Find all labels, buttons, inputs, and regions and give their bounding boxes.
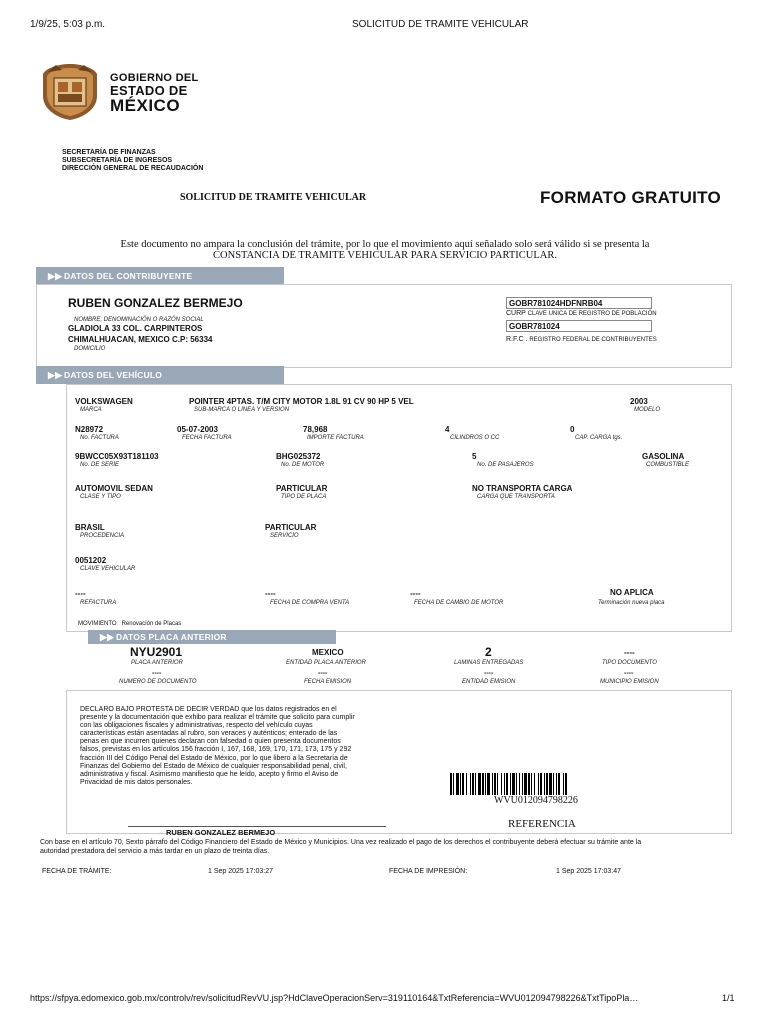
modelo: 2003 — [630, 397, 648, 406]
barcode-number: WVU012094798226 — [494, 795, 578, 806]
fecha-factura: 05-07-2003 — [177, 425, 218, 434]
barcode-bar — [546, 773, 548, 795]
state-seal-logo — [38, 62, 102, 122]
importe: 78,968 — [303, 425, 328, 434]
numero-documento-label: NUMERO DE DOCUMENTO — [119, 679, 197, 685]
rfc-label: R.F.C . REGISTRO FEDERAL DE CONTRIBUYENTES — [506, 336, 657, 343]
servicio: PARTICULAR — [265, 523, 317, 532]
fecha-factura-label: FECHA FACTURA — [182, 435, 232, 441]
double-chevron-icon: ▶▶ — [48, 271, 63, 281]
placa-anterior-label: PLACA ANTERIOR — [131, 660, 183, 666]
barcode-bar — [524, 773, 527, 795]
notice-line2: CONSTANCIA DE TRAMITE VEHICULAR PARA SERVICIO PARTICULAR. — [213, 250, 557, 261]
placa-anterior: NYU2901 — [130, 645, 183, 659]
barcode-bar — [456, 773, 459, 795]
clave-vehicular: 0051202 — [75, 556, 107, 565]
address-line2: CHIMALHUACAN, MEXICO C.P: 56334 — [68, 335, 213, 344]
pasajeros: 5 — [472, 452, 477, 461]
barcode-bar — [538, 773, 539, 795]
address-label: DOMICILIO — [74, 346, 106, 352]
double-chevron-icon: ▶▶ — [100, 632, 115, 642]
barcode-bar — [497, 773, 498, 795]
barcode-bar — [485, 773, 486, 795]
address-line1: GLADIOLA 33 COL. CARPINTEROS — [68, 324, 203, 333]
agency-line2: SUBSECRETARÍA DE INGRESOS — [62, 157, 173, 164]
factura-label: No. FACTURA — [80, 435, 119, 441]
fecha-tramite-label: FECHA DE TRÁMITE: — [42, 868, 112, 875]
curp-field: GOBR781024HDFNRB04 — [506, 297, 652, 309]
serie-label: No. DE SERIE — [80, 462, 120, 468]
curp-label: CURP CLAVE UNICA DE REGISTRO DE POBLACIÓN — [506, 310, 657, 317]
tipo-documento: ---- — [624, 648, 635, 657]
double-chevron-icon: ▶▶ — [48, 370, 63, 380]
barcode-bar — [492, 773, 493, 795]
laminas: 2 — [485, 645, 492, 659]
section-header-vehiculo: ▶▶ DATOS DEL VEHÍCULO — [36, 366, 284, 384]
numero-documento: ---- — [152, 670, 162, 677]
laminas-label: LAMINAS ENTREGADAS — [454, 660, 524, 666]
taxpayer-name: RUBEN GONZALEZ BERMEJO — [68, 296, 243, 310]
fecha-emision: ---- — [318, 670, 328, 677]
print-page-number: 1/1 — [722, 993, 735, 1003]
barcode-bar — [540, 773, 542, 795]
barcode-bar — [501, 773, 502, 795]
fecha-impresion-label: FECHA DE IMPRESIÓN: — [389, 868, 468, 875]
barcode-bar — [565, 773, 567, 795]
carga-label: CARGA QUE TRANSPORTA — [477, 494, 555, 500]
barcode-bar — [472, 773, 474, 795]
barcode-bar — [487, 773, 490, 795]
barcode-bar — [494, 773, 496, 795]
agency-block — [62, 149, 203, 173]
cilindros: 4 — [445, 425, 450, 434]
brand-line2: ESTADO DE — [110, 83, 188, 98]
movimiento: MOVIMIENTO Renovación de Placas — [78, 621, 182, 627]
cap-carga: 0 — [570, 425, 575, 434]
motor: BHG025372 — [276, 452, 321, 461]
municipio-emision-label: MUNICIPIO EMISION — [600, 679, 659, 685]
signature-name: RUBEN GONZALEZ BERMEJO — [166, 828, 276, 837]
entidad-placa: MEXICO — [312, 648, 344, 657]
barcode-bar — [522, 773, 523, 795]
barcode-bar — [519, 773, 520, 795]
barcode-bar — [553, 773, 554, 795]
marca-label: MARCA — [80, 407, 102, 413]
barcode-bar — [510, 773, 511, 795]
barcode-bar — [544, 773, 545, 795]
barcode-bar — [470, 773, 471, 795]
footer-note: Con base en el artículo 70, Sexto párrafo del Código Financiero del Estado de México y Municipios. Una vez realizado el pago de los derechos el contribuyente deberá efectuar su trámite ante la autoridad prestadora del servicio a más tardar en un plazo de treinta días. — [40, 839, 642, 855]
declaracion-text: DECLARO BAJO PROTESTA DE DECIR VERDAD que los datos registrados en el presente y la documentación que exhibo para realizar el trámite que solicito para cumplir con las obligaciones fiscales y administrativas, respecto del vehículo cuyas características están asentadas al rubro, son veraces y auténticos; enterado de las penas en que incurren quienes declaran con falsedad o quien presenta documentos falsos, previstas en los artículos 156 fracción I, 167, 168, 169, 170, 171, 173, 175 y 292 fracción III del Código Penal del Estado de México, por lo que libero a la Secretaría de Finanzas del Gobierno del Estado de México de cualquier responsabilidad penal, civil, administrativa y fiscal. Asimismo manifiesto que he leído, acepto y firmo el Aviso de Privacidad de mis datos personales. — [80, 706, 355, 786]
tipo-placa: PARTICULAR — [276, 484, 328, 493]
barcode-bar — [531, 773, 532, 795]
agency-line3: DIRECCIÓN GENERAL DE RECAUDACIÓN — [62, 165, 204, 172]
barcode-svg — [450, 773, 650, 795]
pasajeros-label: No. DE PASAJEROS — [477, 462, 534, 468]
tipo-placa-label: TIPO DE PLACA — [281, 494, 327, 500]
municipio-emision: ---- — [624, 670, 634, 677]
barcode-bar — [512, 773, 515, 795]
fecha-cambio-motor: ---- — [410, 589, 421, 598]
fecha-compra: ---- — [265, 589, 276, 598]
fecha-cambio-motor-label: FECHA DE CAMBIO DE MOTOR — [414, 600, 504, 606]
refactura-label: REFACTURA — [80, 600, 117, 606]
formato-gratuito: FORMATO GRATUITO — [540, 188, 722, 207]
clase-tipo: AUTOMOVIL SEDAN — [75, 484, 153, 493]
combustible: GASOLINA — [642, 452, 685, 461]
barcode-bar — [534, 773, 535, 795]
clave-vehicular-label: CLAVE VEHICULAR — [80, 566, 136, 572]
importe-label: IMPORTE FACTURA — [307, 435, 364, 441]
barcode-bar — [506, 773, 508, 795]
barcode-bar — [516, 773, 517, 795]
procedencia-label: PROCEDENCIA — [80, 533, 125, 539]
servicio-label: SERVICIO — [270, 533, 299, 539]
marca: VOLKSWAGEN — [75, 397, 133, 406]
fecha-compra-label: FECHA DE COMPRA VENTA — [270, 600, 350, 606]
barcode-bar — [528, 773, 530, 795]
procedencia: BRASIL — [75, 523, 105, 532]
cilindros-label: CILINDROS O CC — [450, 435, 500, 441]
barcode-bar — [563, 773, 564, 795]
print-url[interactable]: https://sfpya.edomexico.gob.mx/controlv/rev/solicitudRevVU.jsp?HdClaveOperacionServ=319110164&TxtReferencia=WVU012094798226&TxtTipoPla… — [30, 993, 639, 1003]
brand-line1: GOBIERNO DEL — [110, 72, 199, 84]
carga: NO TRANSPORTA CARGA — [472, 484, 573, 493]
barcode-bar — [460, 773, 461, 795]
barcode-bar — [466, 773, 467, 795]
serie: 9BWCC05X93T181103 — [75, 452, 159, 461]
barcode-bar — [450, 773, 452, 795]
barcode-bar — [453, 773, 454, 795]
barcode-bar — [475, 773, 476, 795]
barcode-bar — [504, 773, 505, 795]
rfc-field: GOBR781024 — [506, 320, 652, 332]
modelo-label: MODELO — [634, 407, 661, 413]
document-title: SOLICITUD DE TRAMITE VEHICULAR — [180, 192, 367, 203]
tipo-documento-label: TIPO DOCUMENTO — [602, 660, 657, 666]
barcode-bar — [556, 773, 557, 795]
terminacion-label: Terminación nueva placa — [598, 600, 665, 606]
notice-line1: Este documento no ampara la conclusión del trámite, por lo que el movimiento aquí señalado solo será válido si se presenta la — [120, 239, 650, 250]
clase-tipo-label: CLASE Y TIPO — [80, 494, 121, 500]
barcode-bar — [549, 773, 552, 795]
entidad-placa-label: ENTIDAD PLACA ANTERIOR — [286, 660, 366, 666]
fecha-impresion: 1 Sep 2025 17:03:47 — [556, 868, 622, 875]
submarca: POINTER 4PTAS. T/M CITY MOTOR 1.8L 91 CV 90 HP 5 VEL — [189, 397, 414, 406]
print-datetime: 1/9/25, 5:03 p.m. — [30, 19, 106, 30]
entidad-emision: ---- — [484, 670, 494, 677]
fecha-tramite: 1 Sep 2025 17:03:27 — [208, 868, 274, 875]
fecha-emision-label: FECHA EMISION — [304, 679, 352, 685]
factura: N28972 — [75, 425, 104, 434]
barcode — [450, 773, 650, 795]
print-title: SOLICITUD DE TRAMITE VEHICULAR — [352, 19, 529, 30]
section-header-placa: ▶▶ DATOS PLACA ANTERIOR — [88, 630, 336, 644]
barcode-bar — [478, 773, 481, 795]
agency-line1: SECRETARÍA DE FINANZAS — [62, 149, 156, 156]
terminacion: NO APLICA — [610, 588, 654, 597]
submarca-label: SUB-MARCA O LINEA Y VERSION — [194, 407, 290, 413]
notice — [30, 239, 740, 261]
brand-line3: MÉXICO — [110, 96, 181, 115]
motor-label: No. DE MOTOR — [281, 462, 325, 468]
cap-carga-label: CAP. CARGA tgs. — [575, 435, 623, 441]
section-header-contribuyente: ▶▶ DATOS DEL CONTRIBUYENTE — [36, 267, 284, 285]
taxpayer-name-label: NOMBRE, DENOMINACIÓN O RAZÓN SOCIAL — [74, 317, 204, 323]
referencia-label: REFERENCIA — [508, 818, 576, 830]
barcode-bar — [558, 773, 560, 795]
combustible-label: COMBUSTIBLE — [646, 462, 690, 468]
refactura: ---- — [75, 589, 86, 598]
barcode-bar — [482, 773, 484, 795]
signature-line — [128, 826, 386, 827]
barcode-bar — [462, 773, 464, 795]
entidad-emision-label: ENTIDAD EMISION — [462, 679, 516, 685]
